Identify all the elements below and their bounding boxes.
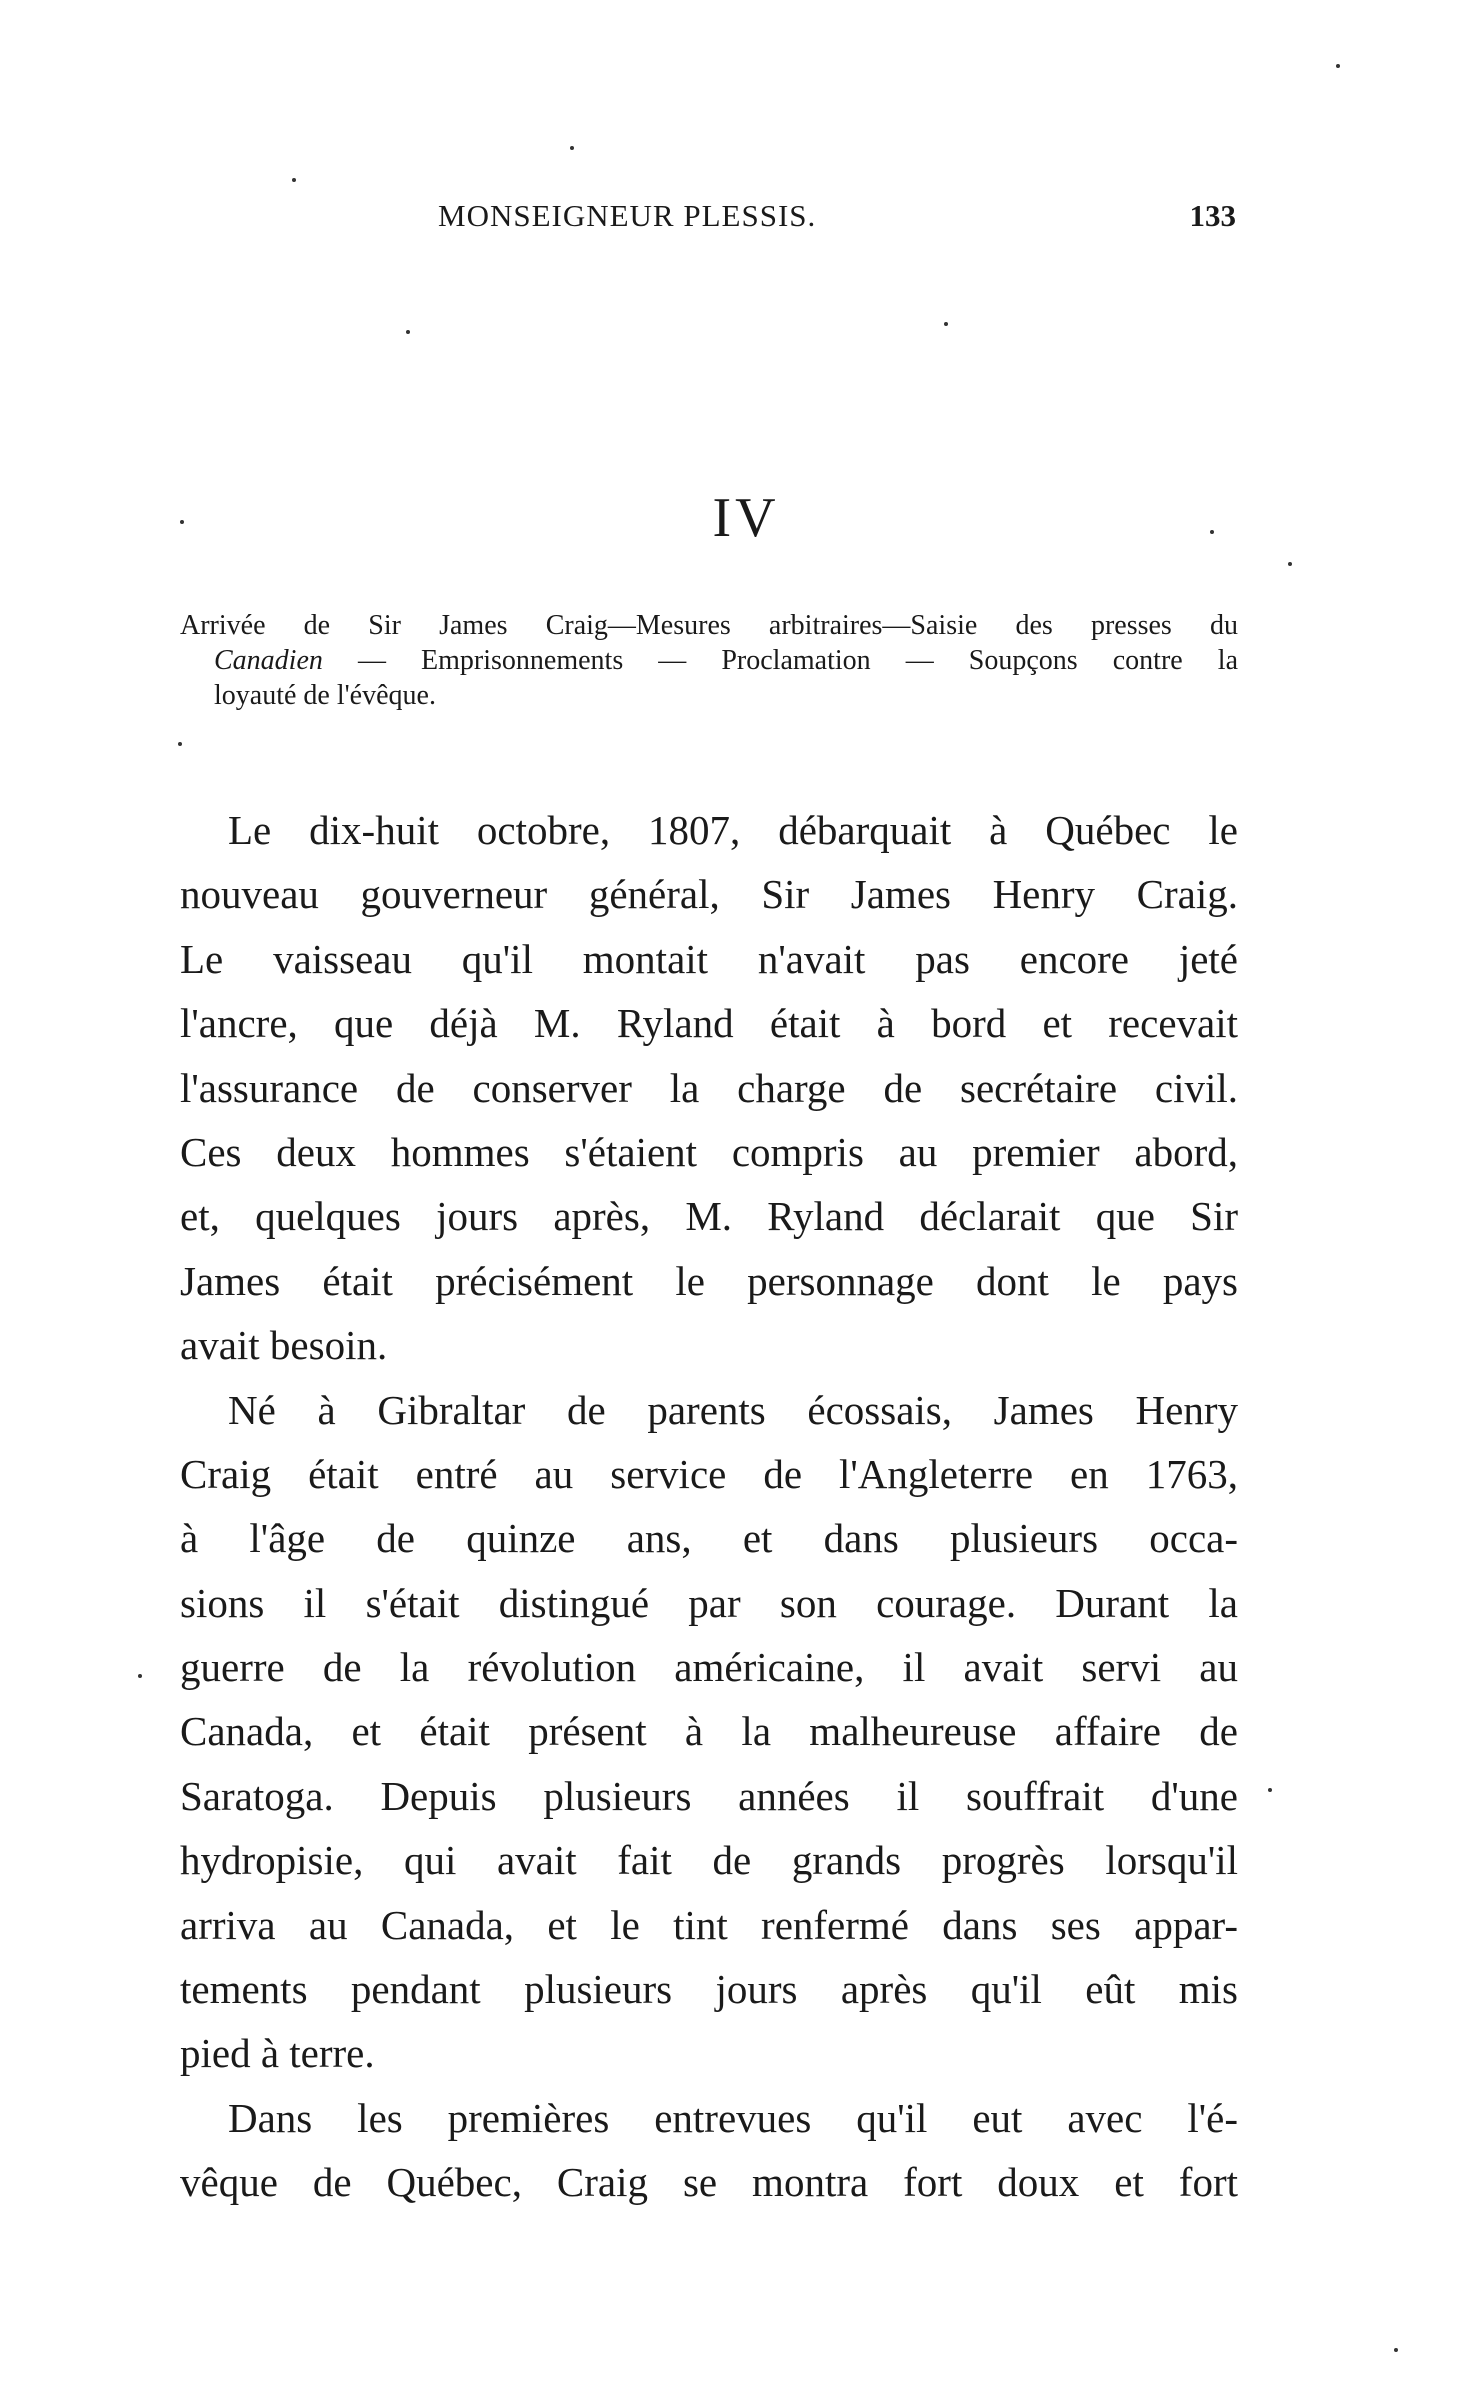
- text-line: Dans les premières entrevues qu'il eut avec l'é-: [228, 2094, 1238, 2141]
- summary-line: Canadien — Emprisonnements — Proclamation — Soupçons contre la: [214, 645, 1238, 676]
- text-line: à l'âge de quinze ans, et dans plusieurs occa-: [180, 1515, 1238, 1562]
- chapter-number: IV: [712, 487, 780, 549]
- text-line: hydropisie, qui avait fait de grands progrès lorsqu'il: [180, 1837, 1238, 1884]
- text-line: guerre de la révolution américaine, il avait servi au: [180, 1644, 1238, 1691]
- summary-line: loyauté de l'évêque.: [214, 680, 436, 711]
- text-line: l'ancre, que déjà M. Ryland était à bord et recevait: [180, 1000, 1238, 1047]
- page-number: 133: [1189, 198, 1236, 233]
- scan-speck: [944, 322, 948, 326]
- scan-speck: [406, 330, 410, 334]
- text-line: l'assurance de conserver la charge de secrétaire civil.: [180, 1064, 1238, 1111]
- running-head-title: MONSEIGNEUR PLESSIS.: [438, 198, 817, 233]
- text-line: pied à terre.: [180, 2030, 375, 2077]
- text-line: et, quelques jours après, M. Ryland déclarait que Sir: [180, 1193, 1238, 1240]
- summary-line: Arrivée de Sir James Craig—Mesures arbitraires—Saisie des presses du: [180, 610, 1238, 641]
- text-line: James était précisément le personnage dont le pays: [180, 1257, 1238, 1304]
- scan-speck: [1288, 562, 1292, 566]
- summary-line-italic-part: Canadien: [214, 645, 323, 676]
- text-line: tements pendant plusieurs jours après qu'il eût mis: [180, 1966, 1238, 2013]
- scan-speck: [180, 520, 184, 524]
- text-line: nouveau gouverneur général, Sir James Henry Craig.: [180, 871, 1238, 918]
- body-text: [180, 798, 1238, 2215]
- text-line: arriva au Canada, et le tint renfermé dans ses appar-: [180, 1901, 1238, 1948]
- text-line: Le vaisseau qu'il montait n'avait pas encore jeté: [180, 935, 1238, 982]
- scan-speck: [292, 178, 296, 182]
- chapter-summary: [180, 608, 1238, 713]
- text-line: Le dix-huit octobre, 1807, débarquait à Québec le: [228, 807, 1238, 853]
- text-line: Ces deux hommes s'étaient compris au premier abord,: [180, 1128, 1238, 1175]
- scan-speck: [570, 146, 574, 150]
- scan-speck: [1336, 64, 1340, 68]
- scan-speck: [1394, 2348, 1398, 2352]
- text-line: sions il s'était distingué par son courage. Durant la: [180, 1579, 1238, 1626]
- scan-speck: [1210, 530, 1214, 534]
- scan-speck: [178, 742, 182, 746]
- scan-speck: [1268, 1788, 1272, 1792]
- scan-speck: [138, 1674, 142, 1678]
- text-line: avait besoin.: [180, 1322, 388, 1369]
- text-line: Né à Gibraltar de parents écossais, James Henry: [228, 1386, 1238, 1433]
- text-line: Saratoga. Depuis plusieurs années il souffrait d'une: [180, 1772, 1238, 1819]
- text-line: Craig était entré au service de l'Angleterre en 1763,: [180, 1450, 1238, 1497]
- text-line: vêque de Québec, Craig se montra fort doux et fort: [180, 2159, 1238, 2206]
- text-line: Canada, et était présent à la malheureuse affaire de: [180, 1708, 1238, 1755]
